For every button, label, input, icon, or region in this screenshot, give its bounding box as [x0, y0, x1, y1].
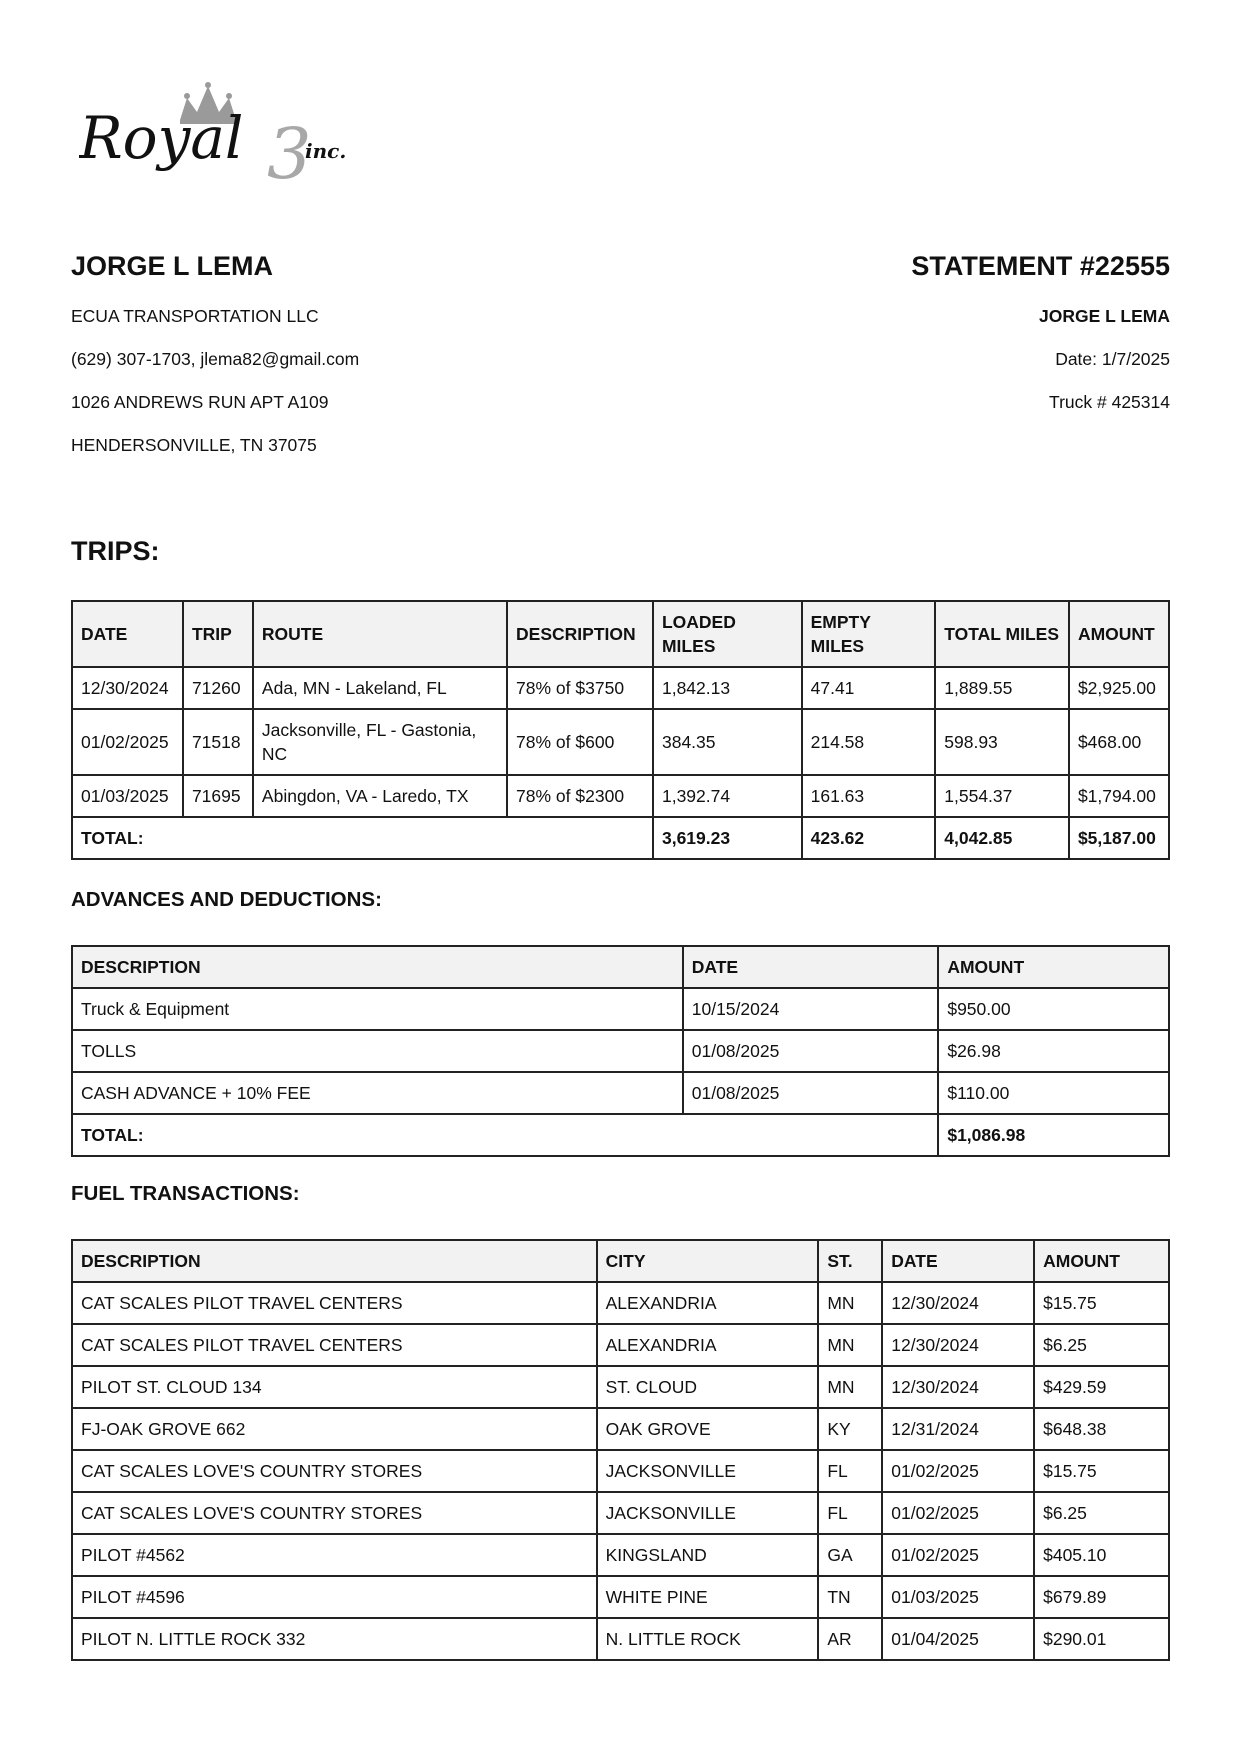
fuel-amount: $429.59 [1034, 1366, 1169, 1408]
deductions-total-row [72, 1114, 1169, 1156]
fuel-date: 01/02/2025 [882, 1450, 1034, 1492]
table-row [72, 1534, 1169, 1576]
table-row [72, 1282, 1169, 1324]
fuel-header-row [72, 1240, 1169, 1282]
table-row [72, 1618, 1169, 1660]
fuel-description: FJ-OAK GROVE 662 [72, 1408, 597, 1450]
trip-loaded-miles: 1,842.13 [653, 667, 802, 709]
fuel-description: PILOT #4562 [72, 1534, 597, 1576]
trip-description: 78% of $3750 [507, 667, 653, 709]
table-row [72, 667, 1169, 709]
fuel-city: ALEXANDRIA [597, 1324, 819, 1366]
deduction-description: CASH ADVANCE + 10% FEE [72, 1072, 683, 1114]
col-description: DESCRIPTION [72, 1240, 597, 1282]
trip-amount: $2,925.00 [1069, 667, 1169, 709]
trip-number: 71260 [183, 667, 253, 709]
logo-numeral: 3 [267, 113, 312, 190]
fuel-description: PILOT N. LITTLE ROCK 332 [72, 1618, 597, 1660]
trips-total-label: TOTAL: [72, 817, 653, 859]
deduction-amount: $950.00 [938, 988, 1169, 1030]
col-route: ROUTE [253, 601, 507, 667]
statement-name: JORGE L LEMA [1039, 306, 1170, 326]
fuel-description: CAT SCALES PILOT TRAVEL CENTERS [72, 1282, 597, 1324]
fuel-state: MN [818, 1366, 882, 1408]
fuel-state: FL [818, 1492, 882, 1534]
col-description: DESCRIPTION [507, 601, 653, 667]
col-date: DATE [72, 601, 183, 667]
deduction-date: 01/08/2025 [683, 1030, 939, 1072]
col-date: DATE [683, 946, 939, 988]
col-city: CITY [597, 1240, 819, 1282]
trip-total-miles: 1,889.55 [935, 667, 1069, 709]
driver-address-line2: HENDERSONVILLE, TN 37075 [71, 435, 317, 455]
fuel-city: JACKSONVILLE [597, 1492, 819, 1534]
trip-number: 71695 [183, 775, 253, 817]
trips-total-amount: $5,187.00 [1069, 817, 1169, 859]
fuel-description: PILOT #4596 [72, 1576, 597, 1618]
col-state: ST. [818, 1240, 882, 1282]
statement-date: Date: 1/7/2025 [1055, 349, 1170, 369]
crown-logo-icon [79, 80, 379, 190]
deductions-total-amount: $1,086.98 [938, 1114, 1169, 1156]
driver-company: ECUA TRANSPORTATION LLC [71, 306, 319, 326]
trip-amount: $1,794.00 [1069, 775, 1169, 817]
fuel-city: WHITE PINE [597, 1576, 819, 1618]
fuel-amount: $405.10 [1034, 1534, 1169, 1576]
table-row [72, 1366, 1169, 1408]
trips-header-row [72, 601, 1169, 667]
table-row [72, 1576, 1169, 1618]
fuel-description: CAT SCALES PILOT TRAVEL CENTERS [72, 1324, 597, 1366]
col-trip: TRIP [183, 601, 253, 667]
fuel-description: CAT SCALES LOVE'S COUNTRY STORES [72, 1492, 597, 1534]
trips-total-row [72, 817, 1169, 859]
fuel-amount: $15.75 [1034, 1450, 1169, 1492]
fuel-date: 01/02/2025 [882, 1492, 1034, 1534]
deductions-title: ADVANCES AND DEDUCTIONS: [71, 888, 382, 911]
trips-total-loaded: 3,619.23 [653, 817, 802, 859]
fuel-city: N. LITTLE ROCK [597, 1618, 819, 1660]
fuel-amount: $290.01 [1034, 1618, 1169, 1660]
fuel-amount: $679.89 [1034, 1576, 1169, 1618]
deduction-amount: $110.00 [938, 1072, 1169, 1114]
driver-address-line1: 1026 ANDREWS RUN APT A109 [71, 392, 329, 412]
deduction-date: 01/08/2025 [683, 1072, 939, 1114]
fuel-date: 01/04/2025 [882, 1618, 1034, 1660]
table-row [72, 1492, 1169, 1534]
fuel-amount: $648.38 [1034, 1408, 1169, 1450]
trip-loaded-miles: 384.35 [653, 709, 802, 775]
table-row [72, 988, 1169, 1030]
trip-route: Abingdon, VA - Laredo, TX [253, 775, 507, 817]
trip-amount: $468.00 [1069, 709, 1169, 775]
deductions-table [71, 945, 1170, 1157]
fuel-date: 12/30/2024 [882, 1324, 1034, 1366]
fuel-city: JACKSONVILLE [597, 1450, 819, 1492]
logo-text: Royal [79, 104, 244, 172]
table-row [72, 1450, 1169, 1492]
fuel-amount: $6.25 [1034, 1324, 1169, 1366]
fuel-state: TN [818, 1576, 882, 1618]
deduction-description: TOLLS [72, 1030, 683, 1072]
fuel-date: 12/30/2024 [882, 1282, 1034, 1324]
table-row [72, 1072, 1169, 1114]
table-row [72, 1324, 1169, 1366]
col-loaded-miles: LOADED MILES [653, 601, 802, 667]
trip-empty-miles: 161.63 [802, 775, 936, 817]
fuel-state: GA [818, 1534, 882, 1576]
statement-truck: Truck # 425314 [1049, 392, 1170, 412]
fuel-table [71, 1239, 1170, 1661]
table-row [72, 1030, 1169, 1072]
driver-info [71, 250, 591, 455]
statement-title: STATEMENT #22555 [911, 251, 1170, 281]
trip-total-miles: 598.93 [935, 709, 1069, 775]
driver-name: JORGE L LEMA [71, 251, 274, 281]
fuel-date: 12/30/2024 [882, 1366, 1034, 1408]
fuel-state: AR [818, 1618, 882, 1660]
col-amount: AMOUNT [1034, 1240, 1169, 1282]
deductions-total-label: TOTAL: [72, 1114, 938, 1156]
fuel-description: PILOT ST. CLOUD 134 [72, 1366, 597, 1408]
col-description: DESCRIPTION [72, 946, 683, 988]
fuel-city: KINGSLAND [597, 1534, 819, 1576]
trip-date: 01/02/2025 [72, 709, 183, 775]
table-row [72, 1408, 1169, 1450]
fuel-amount: $15.75 [1034, 1282, 1169, 1324]
trip-empty-miles: 47.41 [802, 667, 936, 709]
deductions-header-row [72, 946, 1169, 988]
col-empty-miles: EMPTY MILES [802, 601, 936, 667]
fuel-state: MN [818, 1282, 882, 1324]
trip-route: Jacksonville, FL - Gastonia, NC [253, 709, 507, 775]
fuel-description: CAT SCALES LOVE'S COUNTRY STORES [72, 1450, 597, 1492]
fuel-city: OAK GROVE [597, 1408, 819, 1450]
trips-title: TRIPS: [71, 536, 160, 566]
fuel-title: FUEL TRANSACTIONS: [71, 1182, 300, 1205]
table-row [72, 709, 1169, 775]
logo-suffix: inc. [305, 139, 347, 163]
fuel-date: 01/03/2025 [882, 1576, 1034, 1618]
deduction-description: Truck & Equipment [72, 988, 683, 1030]
statement-info [650, 250, 1170, 412]
driver-contact: (629) 307-1703, jlema82@gmail.com [71, 349, 360, 369]
trip-empty-miles: 214.58 [802, 709, 936, 775]
trip-number: 71518 [183, 709, 253, 775]
col-amount: AMOUNT [1069, 601, 1169, 667]
fuel-amount: $6.25 [1034, 1492, 1169, 1534]
fuel-date: 01/02/2025 [882, 1534, 1034, 1576]
trip-total-miles: 1,554.37 [935, 775, 1069, 817]
trip-date: 12/30/2024 [72, 667, 183, 709]
trip-description: 78% of $2300 [507, 775, 653, 817]
company-logo [79, 80, 379, 190]
col-total-miles: TOTAL MILES [935, 601, 1069, 667]
col-amount: AMOUNT [938, 946, 1169, 988]
deduction-amount: $26.98 [938, 1030, 1169, 1072]
trip-route: Ada, MN - Lakeland, FL [253, 667, 507, 709]
table-row [72, 775, 1169, 817]
fuel-state: FL [818, 1450, 882, 1492]
trips-total-miles: 4,042.85 [935, 817, 1069, 859]
fuel-city: ALEXANDRIA [597, 1282, 819, 1324]
fuel-date: 12/31/2024 [882, 1408, 1034, 1450]
fuel-state: KY [818, 1408, 882, 1450]
fuel-city: ST. CLOUD [597, 1366, 819, 1408]
fuel-state: MN [818, 1324, 882, 1366]
trip-description: 78% of $600 [507, 709, 653, 775]
trips-total-empty: 423.62 [802, 817, 936, 859]
trip-loaded-miles: 1,392.74 [653, 775, 802, 817]
trips-table [71, 600, 1170, 860]
trip-date: 01/03/2025 [72, 775, 183, 817]
deduction-date: 10/15/2024 [683, 988, 939, 1030]
col-date: DATE [882, 1240, 1034, 1282]
